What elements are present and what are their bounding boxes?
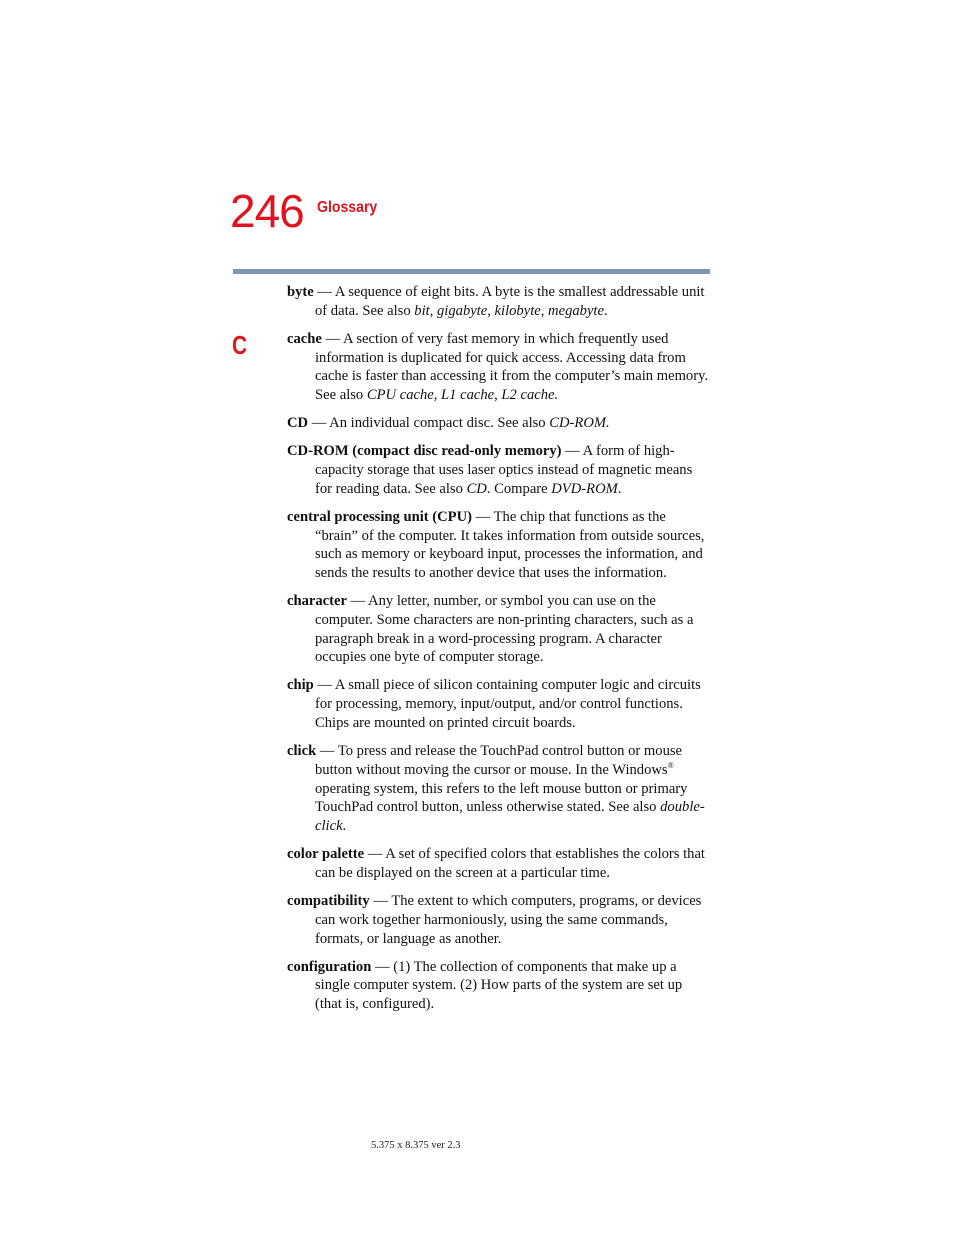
entry-cpu <box>287 508 711 583</box>
cross-reference: CD-ROM. <box>549 415 610 432</box>
punctuation: . <box>617 480 622 497</box>
cross-reference: DVD-ROM <box>551 480 618 497</box>
punctuation: . <box>342 818 347 835</box>
entry-byte <box>287 283 711 321</box>
term: compatibility <box>287 893 370 909</box>
cross-reference: megabyte <box>548 302 604 319</box>
letter-marker: C <box>232 330 248 360</box>
term: click <box>287 743 317 760</box>
definition: — To press and release the TouchPad control button or mouse button without moving the cursor or mouse. In the Windows <box>315 743 683 778</box>
entry-configuration <box>287 958 711 1014</box>
term: CD-ROM (compact disc read-only memory) <box>287 443 562 460</box>
definition: — The extent to which computers, programs, or devices can work together harmoniously, using the same commands, formats, or language as another. <box>315 893 702 947</box>
header-rule <box>233 269 710 274</box>
definition: — A section of very fast memory in which frequently used information is duplicated for quick access. Accessing data from cache is faster than accessing it from the computer’s main memory. See also <box>315 330 709 404</box>
definition: — (1) The collection of components that make up a single computer system. (2) How parts of the system are set up (that is, configured). <box>315 958 683 1013</box>
term: character <box>287 593 347 610</box>
definition: — A set of specified colors that establishes the colors that can be displayed on the screen at a particular time. <box>315 846 705 882</box>
definition: — The chip that functions as the “brain” of the computer. It takes information from outside sources, such as memory or keyboard input, processes the information, and sends the results to another device that uses the information. <box>315 508 705 582</box>
cross-reference: CD <box>466 480 487 497</box>
entry-cd-rom <box>287 442 711 498</box>
page-number: 246 <box>230 185 304 237</box>
definition: — A form of high-capacity storage that uses laser optics instead of magnetic means for reading data. See also <box>315 443 693 497</box>
definition: — A sequence of eight bits. A byte is the smallest addressable unit of data. See also <box>313 284 705 319</box>
term: central processing unit (CPU) <box>287 508 472 525</box>
term: byte <box>287 284 314 300</box>
footer-version: 5.375 x 8.375 ver 2.3 <box>371 1140 461 1151</box>
definition-continued: operating system, this refers to the left mouse button or primary TouchPad control button, unless otherwise stated. See also <box>315 780 688 816</box>
glossary-entries <box>287 283 711 1023</box>
term: CD <box>287 415 309 432</box>
entry-cd <box>287 414 711 433</box>
entry-color-palette <box>287 845 711 883</box>
term: cache <box>287 330 322 347</box>
definition: — An individual compact disc. See also <box>308 415 550 432</box>
punctuation: . <box>603 302 608 319</box>
entry-compatibility <box>287 892 711 948</box>
definition: — A small piece of silicon containing computer logic and circuits for processing, memory, input/output, and/or control functions. Chips are mounted on printed circuit boards. <box>313 677 701 732</box>
term: color palette <box>287 846 365 863</box>
entry-chip <box>287 676 711 732</box>
term: chip <box>287 677 314 694</box>
cross-reference: bit, gigabyte, kilobyte <box>414 302 541 319</box>
entry-cache <box>287 330 711 405</box>
section-title: Glossary <box>317 199 378 216</box>
term: configuration <box>287 958 372 975</box>
entry-character <box>287 592 711 667</box>
cross-reference: CPU cache, L1 cache, L2 cache. <box>366 387 559 404</box>
registered-mark: ® <box>667 760 674 770</box>
separator: , <box>540 302 549 319</box>
cross-reference: double-click <box>315 799 705 835</box>
definition: — Any letter, number, or symbol you can use on the computer. Some characters are non-printing characters, such as a paragraph break in a word-processing program. A character occupies one byte of computer storage. <box>315 593 694 666</box>
entry-click <box>287 742 711 836</box>
definition-continued: . Compare <box>486 480 552 497</box>
